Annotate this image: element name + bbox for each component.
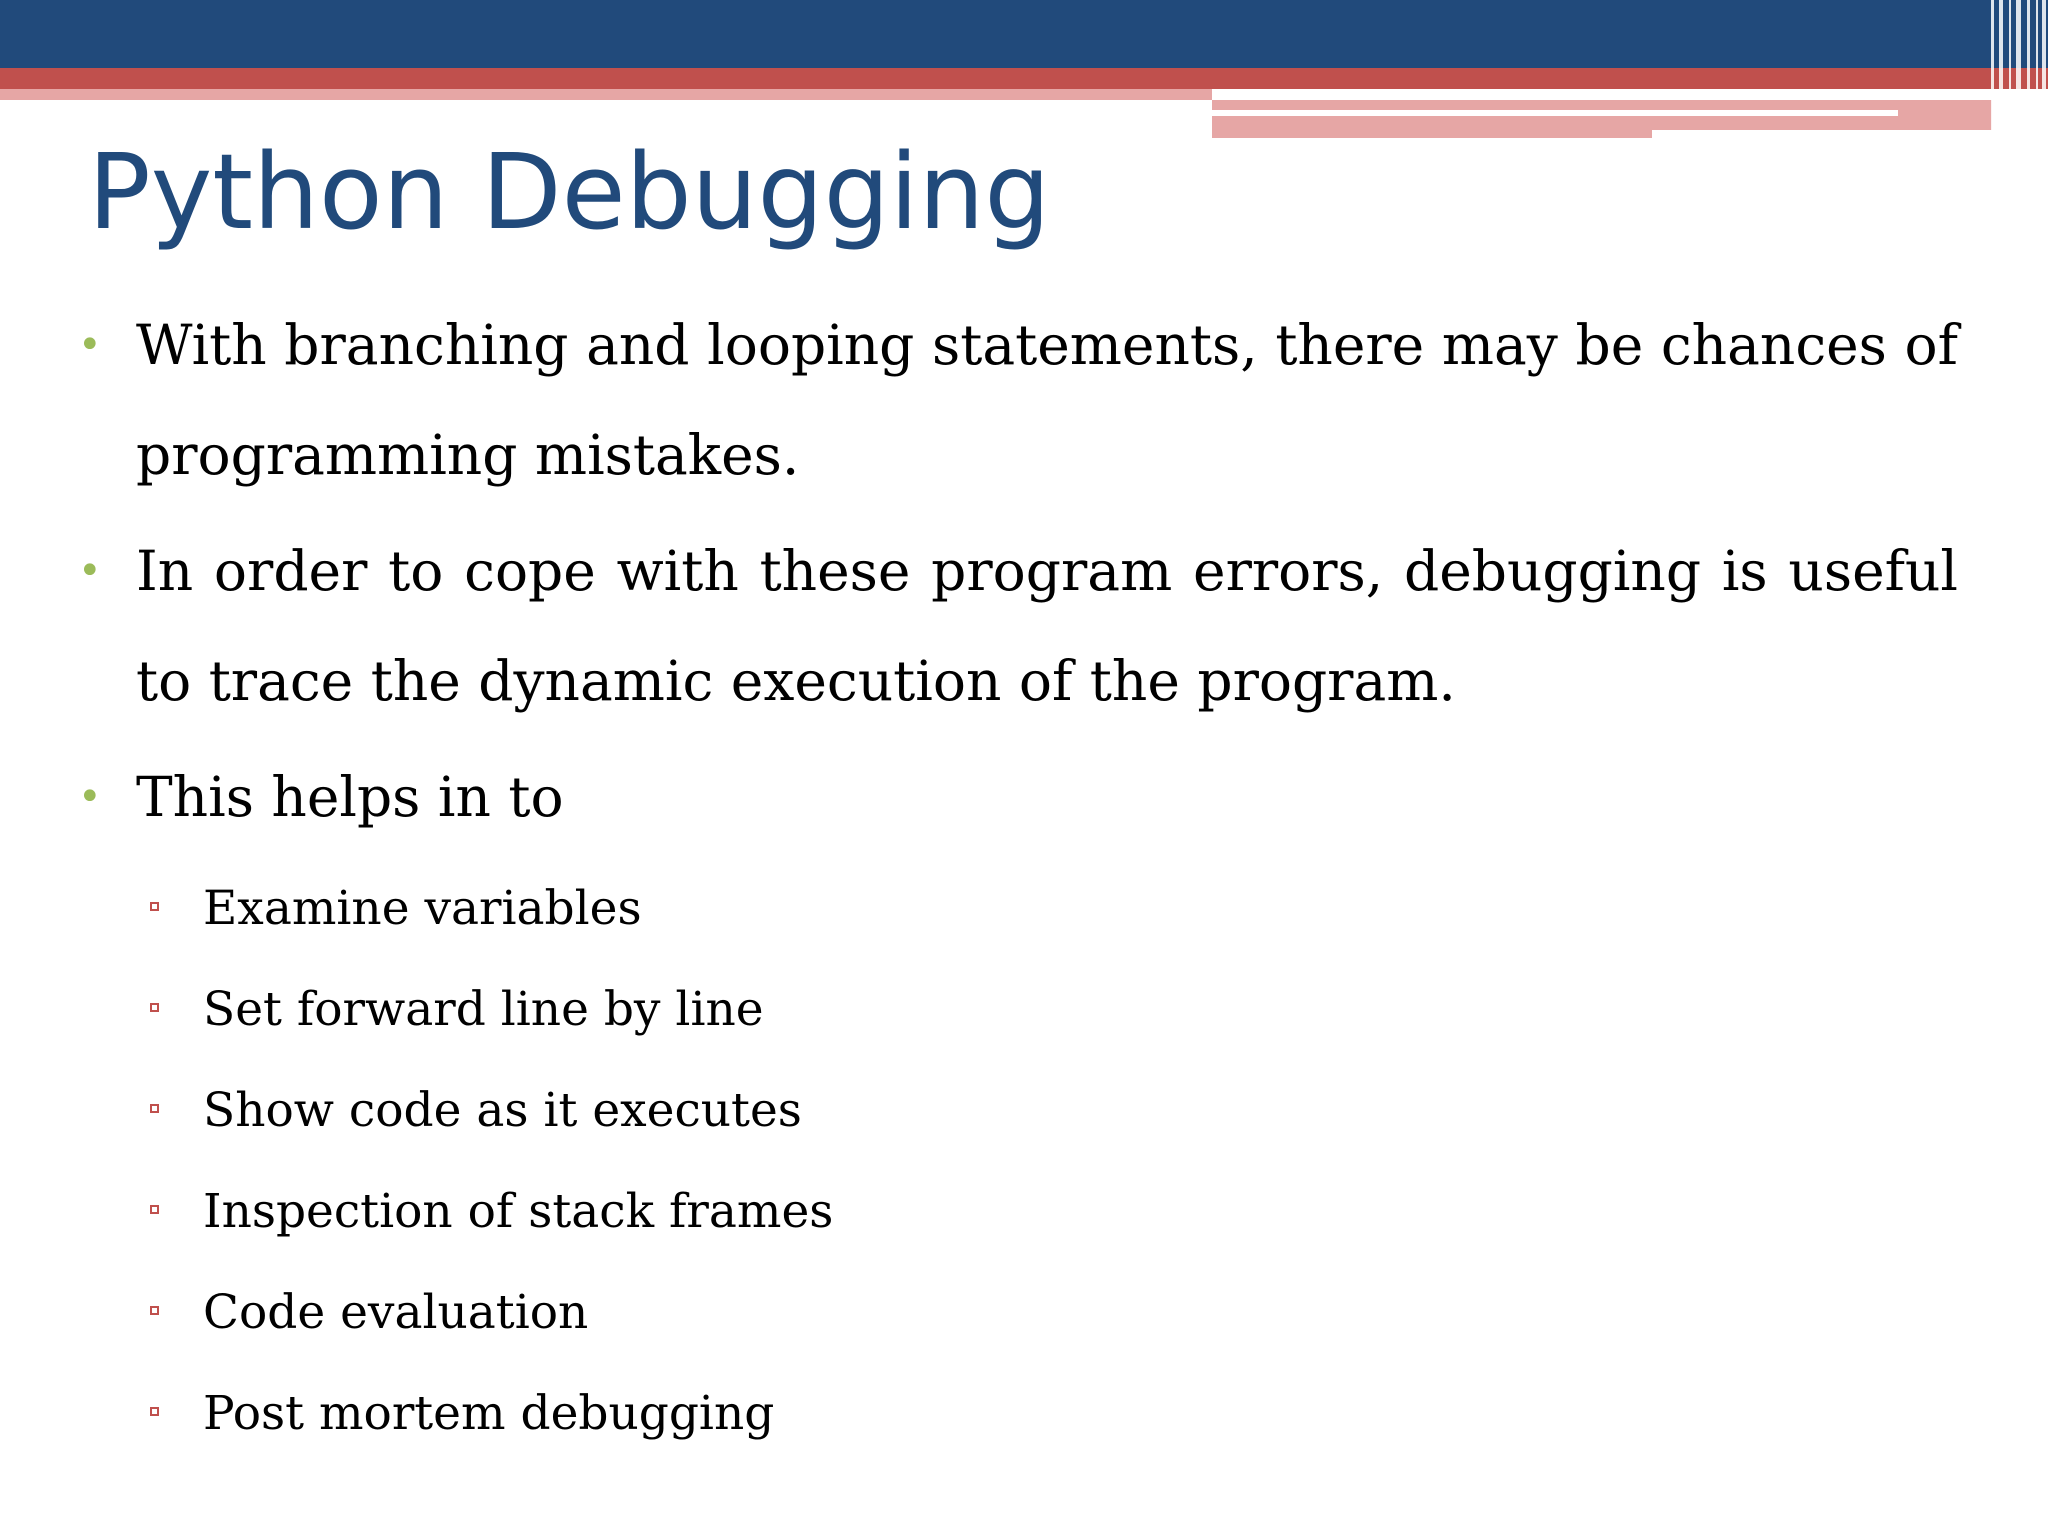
header-accent-notch	[1652, 130, 1992, 138]
sub-bullet-item	[76, 1363, 1958, 1464]
bullet-text: With branching and looping statements, there may be chances of programming mistakes.	[136, 313, 1958, 487]
bullet-dot-icon: •	[78, 548, 102, 594]
header-band-blue	[0, 0, 2048, 68]
sub-bullet-item	[76, 858, 1958, 959]
square-bullet-icon	[150, 1104, 159, 1113]
bullet-dot-icon: •	[78, 774, 102, 820]
header-band-pink-right	[1212, 100, 1652, 138]
sub-bullet-item	[76, 1262, 1958, 1363]
header-band-red	[0, 68, 2048, 89]
square-bullet-icon	[150, 902, 159, 911]
slide-title: Python Debugging	[88, 131, 1051, 253]
bullet-item	[76, 290, 1958, 510]
bullet-item	[76, 516, 1958, 736]
sub-bullet-item	[76, 959, 1958, 1060]
header-accent-line	[1212, 110, 1898, 116]
sub-bullet-text: Show code as it executes	[203, 1083, 802, 1138]
sub-bullet-text: Post mortem debugging	[203, 1386, 775, 1441]
bullet-dot-icon: •	[78, 322, 102, 368]
sub-bullet-text: Code evaluation	[203, 1285, 589, 1340]
bullet-text: This helps in to	[136, 765, 564, 829]
square-bullet-icon	[150, 1003, 159, 1012]
sub-bullet-item	[76, 1161, 1958, 1262]
sub-bullet-text: Set forward line by line	[203, 982, 764, 1037]
sub-bullet-text: Inspection of stack frames	[203, 1184, 834, 1239]
sub-bullet-text: Examine variables	[203, 881, 642, 936]
bullet-text: In order to cope with these program errors, debugging is useful to trace the dynamic execution of the program.	[136, 539, 1958, 713]
square-bullet-icon	[150, 1407, 159, 1416]
square-bullet-icon	[150, 1306, 159, 1315]
header-band-pink	[0, 89, 1212, 100]
slide-content	[76, 290, 1958, 1464]
square-bullet-icon	[150, 1205, 159, 1214]
sub-bullet-list	[76, 858, 1958, 1464]
header-stripes	[1985, 0, 2048, 138]
sub-bullet-item	[76, 1060, 1958, 1161]
bullet-item	[76, 742, 1958, 852]
